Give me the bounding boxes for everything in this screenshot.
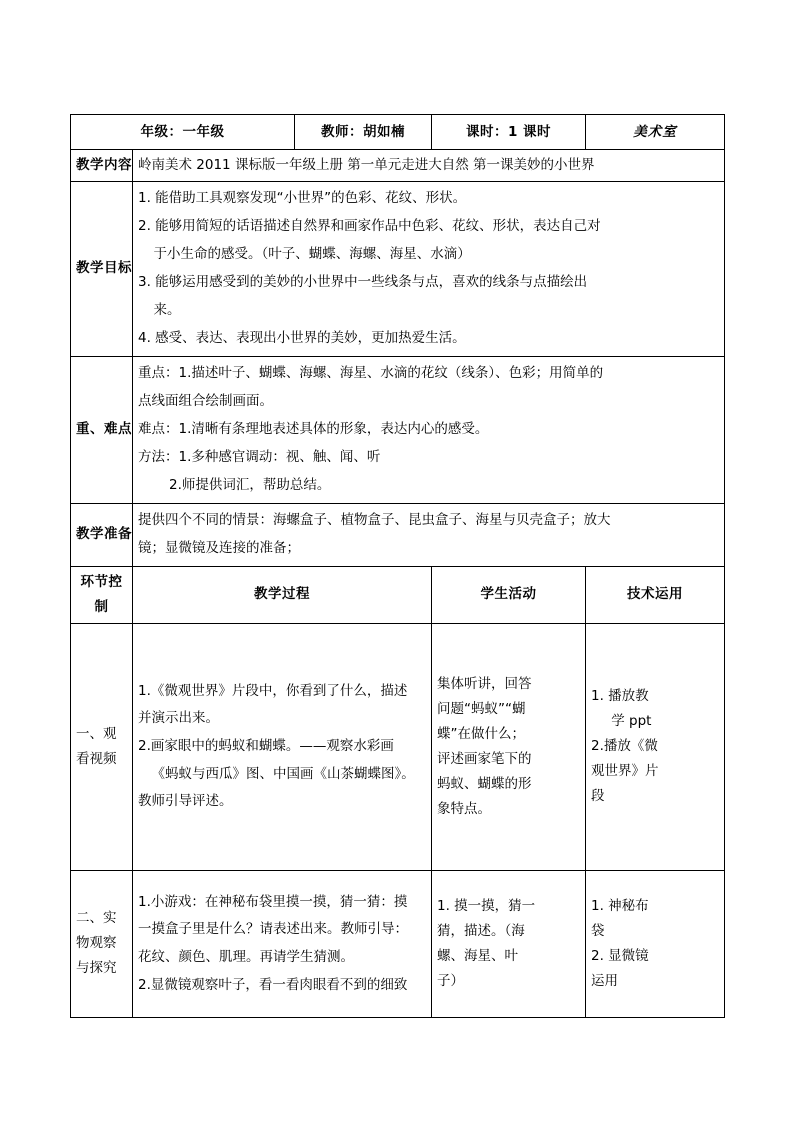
table-row (71, 870, 725, 1017)
student-activity-cell (432, 623, 586, 870)
text-line: 象特点。 (437, 800, 491, 817)
text-line: 2. 显微镜 (591, 947, 649, 964)
table-row-teaching-content (71, 150, 725, 182)
text-line: 段 (591, 788, 605, 805)
text-line: 评述画家笔下的 (437, 750, 532, 767)
text-line: 袋 (591, 922, 605, 939)
text-line: 1. 播放教 (591, 688, 649, 705)
table-row-header-info (71, 115, 725, 150)
text-line: 集体听讲，回答 (437, 676, 532, 692)
text-line: 2.师提供词汇，帮助总结。 (169, 476, 331, 493)
student-activity-cell (432, 870, 586, 1017)
text-line: 花纹、颜色、肌理。再请学生猜测。 (138, 948, 354, 965)
text-line: 一摸盒子里是什么？请表述出来。教师引导： (138, 921, 408, 938)
teacher-cell: 教师：胡如楠 (295, 115, 432, 150)
column-header-stage: 环节控制 (71, 566, 133, 623)
teaching-objectives-value (133, 181, 725, 356)
table-row (71, 623, 725, 870)
text-line: 重点：1.描述叶子、蝴蝶、海螺、海星、水滴的花纹（线条）、色彩；用简单的 (138, 364, 604, 381)
stage-cell: 一、观看视频 (71, 623, 133, 870)
text-line: 2.画家眼中的蚂蚁和蝴蝶。——观察水彩画 (138, 738, 394, 755)
text-line: 镜；显微镜及连接的准备； (138, 539, 300, 556)
table-row-column-headers (71, 566, 725, 623)
text-line: 1. 神秘布 (591, 897, 649, 914)
text-line: 教师引导评述。 (138, 793, 233, 810)
text-line: 问题“蚂蚁”“蝴 (437, 700, 526, 717)
text-line: 学 ppt (611, 713, 652, 730)
text-line: 观世界》片 (591, 763, 659, 780)
text-line: 点线面组合绘制画面。 (138, 392, 273, 409)
technology-cell (586, 870, 725, 1017)
grade-cell: 年级：一年级 (71, 115, 295, 150)
text-line: 1. 能借助工具观察发现“小世界”的色彩、花纹、形状。 (138, 189, 467, 206)
text-line: 2.播放《微 (591, 738, 658, 755)
teaching-process-cell (133, 623, 432, 870)
text-line: 螺、海星、叶 (437, 947, 518, 964)
key-points-value (133, 356, 725, 503)
teaching-process-cell (133, 870, 432, 1017)
teaching-content-label: 教学内容 (71, 150, 133, 182)
table-row-teaching-objectives (71, 181, 725, 356)
text-line: 猜，描述。（海 (437, 922, 525, 939)
text-line: 提供四个不同的情景：海螺盒子、植物盒子、昆虫盒子、海星与贝壳盒子；放大 (138, 511, 611, 528)
text-line: 蚂蚁、蝴蝶的形 (437, 775, 532, 792)
text-line: 《蚂蚁与西瓜》图、中国画《山茶蝴蝶图》。 (151, 765, 415, 782)
teaching-objectives-label: 教学目标 (71, 181, 133, 356)
text-line: 运用 (591, 972, 618, 989)
technology-cell (586, 623, 725, 870)
table-row-key-points (71, 356, 725, 503)
column-header-process: 教学过程 (133, 566, 432, 623)
text-line: 2. 能够用简短的话语描述自然界和画家作品中色彩、花纹、形状，表达自己对 (138, 217, 601, 234)
column-header-technology: 技术运用 (586, 566, 725, 623)
text-line: 1.《微观世界》片段中，你看到了什么，描述 (138, 682, 408, 699)
key-points-label: 重、难点 (71, 356, 133, 503)
classroom-cell: 美术室 (586, 115, 725, 150)
stage-cell: 二、实物观察与探究 (71, 870, 133, 1017)
text-line: 并演示出来。 (138, 710, 219, 727)
table-row-preparation (71, 503, 725, 566)
text-line: 来。 (153, 301, 181, 318)
periods-cell: 课时：1 课时 (432, 115, 586, 150)
text-line: 于小生命的感受。（叶子、蝴蝶、海螺、海星、水滴） (153, 245, 471, 262)
text-line: 子） (437, 972, 464, 989)
preparation-label: 教学准备 (71, 503, 133, 566)
preparation-value (133, 503, 725, 566)
text-line: 难点：1.清晰有条理地表述具体的形象，表达内心的感受。 (138, 420, 489, 437)
column-header-student-activity: 学生活动 (432, 566, 586, 623)
teaching-content-value: 岭南美术 2011 课标版一年级上册 第一单元走进大自然 第一课美妙的小世界 (133, 150, 725, 182)
text-line: 1.小游戏：在神秘布袋里摸一摸，猜一猜：摸 (138, 893, 408, 910)
text-line: 1. 摸一摸，猜一 (437, 897, 536, 914)
text-line: 3. 能够运用感受到的美妙的小世界中一些线条与点，喜欢的线条与点描绘出 (138, 273, 588, 290)
lesson-plan-table (70, 114, 725, 1018)
text-line: 方法：1.多种感官调动：视、触、闻、听 (138, 448, 381, 465)
text-line: 蝶”在做什么； (437, 725, 525, 742)
text-line: 4. 感受、表达、表现出小世界的美妙，更加热爱生活。 (138, 329, 466, 346)
text-line: 2.显微镜观察叶子，看一看肉眼看不到的细致 (138, 976, 408, 993)
